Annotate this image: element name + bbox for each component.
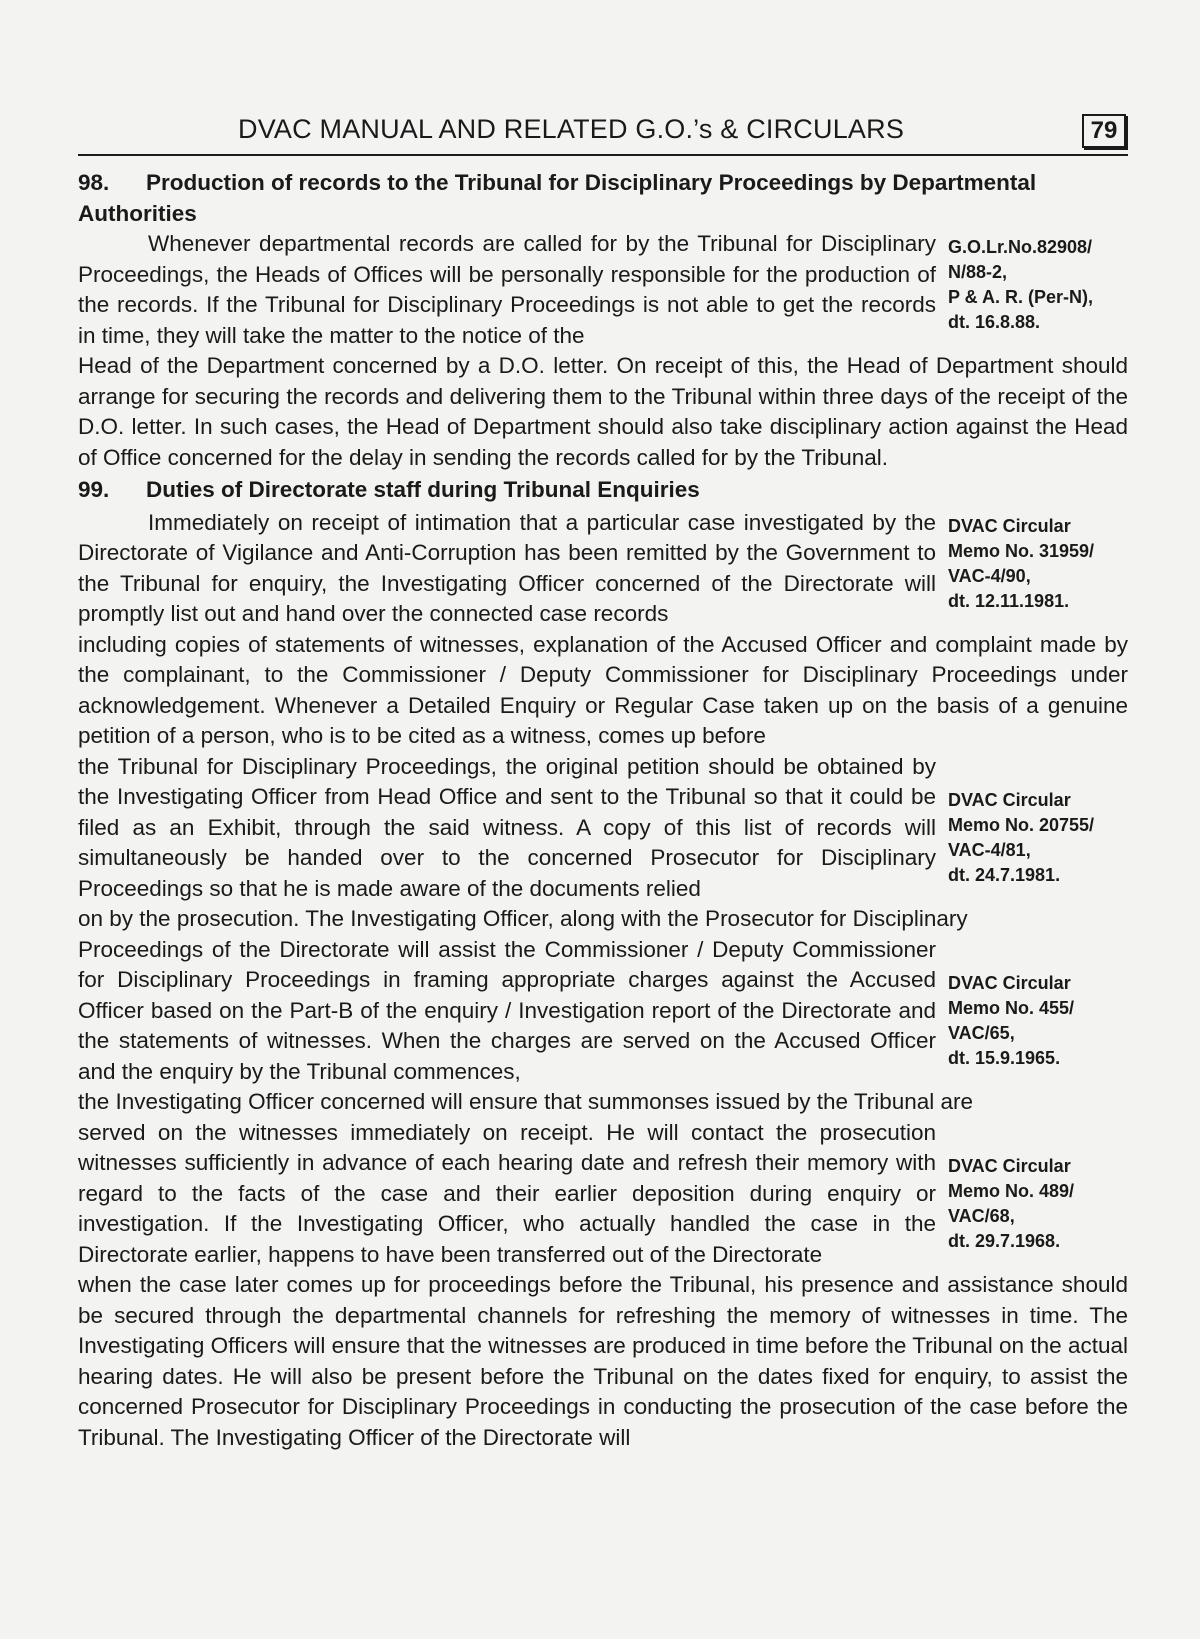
section-99-block-4 xyxy=(78,1118,1128,1271)
margin-note-line: Memo No. 455/ xyxy=(948,997,1075,1018)
section-99-paragraph-part-7: served on the witnesses immediately on receipt. He will contact the prosecution witnesses sufficiently in advance of each hearing date and refresh their memory with regard to the facts of the case and their earlier deposition during enquiry or investigation. If the Investigating Officer, who actually handled the case in the Directorate earlier, happens to have been transferred out of the Directorate xyxy=(78,1119,936,1267)
section-99-margin-note-2 xyxy=(948,752,1128,888)
section-98-paragraph-part-2: Head of the Department concerned by a D.O. letter. On receipt of this, the Head of Department should arrange for securing the records and delivering them to the Tribunal within three days of the receipt of the D.O. letter. In such cases, the Head of Department should also take disciplinary action against the Head of Office concerned for the delay in sending the records called for by the Tribunal. xyxy=(78,353,1128,470)
section-99-margin-note-1 xyxy=(948,508,1128,614)
margin-note-line: Memo No. 489/ xyxy=(948,1180,1075,1201)
section-98-margin-note xyxy=(948,229,1128,335)
section-99-paragraph-part-2: including copies of statements of witnesses, explanation of the Accused Officer and complaint made by the complainant, to the Commissioner / Deputy Commissioner for Disciplinary Proceedings under acknowledgement. Whenever a Detailed Enquiry or Regular Case taken up on the basis of a genuine petition of a person, who is to be cited as a witness, comes up before xyxy=(78,631,1128,748)
section-99-margin-note-4 xyxy=(948,1118,1128,1254)
section-99-paragraph-part-3: the Tribunal for Disciplinary Proceedings, the original petition should be obtained by the Investigating Officer from Head Office and sent to the Tribunal so that it could be filed as an Exhibit, through the said witness. A copy of this list of records will simultaneously be handed over to the concerned Prosecutor for Disciplinary Proceedings so that he is made aware of the documents relied xyxy=(78,753,936,901)
header-title: DVAC MANUAL AND RELATED G.O.’s & CIRCULARS xyxy=(238,114,905,144)
section-99-paragraph-part-1: Immediately on receipt of intimation that a particular case investigated by the Directorate of Vigilance and Anti-Corruption has been remitted by the Government to the Tribunal for enquiry, the Investigating Officer concerned of the Directorate will promptly list out and hand over the connected case records xyxy=(78,509,936,626)
section-99-block-3 xyxy=(78,935,1128,1088)
section-99-block-2 xyxy=(78,752,1128,905)
section-99-paragraph-part-6: the Investigating Officer concerned will ensure that summonses issued by the Tribunal are xyxy=(78,1089,974,1114)
section-99-paragraph-part-4: on by the prosecution. The Investigating Officer, along with the Prosecutor for Disciplinary xyxy=(78,906,968,931)
margin-note-line: VAC-4/90, xyxy=(948,565,1031,586)
margin-note-line: DVAC Circular xyxy=(948,972,1071,993)
margin-note-line: dt. 12.11.1981. xyxy=(948,590,1070,611)
margin-note-line: Memo No. 31959/ xyxy=(948,540,1095,561)
margin-note-line: N/88-2, xyxy=(948,262,1008,282)
section-99-title: Duties of Directorate staff during Tribunal Enquiries xyxy=(146,477,700,502)
section-98-paragraph-part-1: Whenever departmental records are called for by the Tribunal for Disciplinary Proceedings, the Heads of Offices will be personally responsible for the production of the records. If the Tribunal for Disciplinary Proceedings is not able to get the records in time, they will take the matter to the notice of the xyxy=(78,231,936,348)
section-99-paragraph-part-5: Proceedings of the Directorate will assist the Commissioner / Deputy Commissioner for Disciplinary Proceedings in framing appropriate charges against the Accused Officer based on the Part-B of the enquiry / Investigation report of the Directorate and the statements of witnesses. When the charges are served on the Accused Officer and the enquiry by the Tribunal commences, xyxy=(78,936,936,1084)
section-99-number: 99. xyxy=(78,477,110,502)
section-99-heading xyxy=(78,475,1128,506)
section-99-block-1 xyxy=(78,508,1128,630)
margin-note-line: dt. 29.7.1968. xyxy=(948,1230,1061,1251)
page-header xyxy=(78,112,1128,156)
section-98-heading xyxy=(78,168,1128,229)
margin-note-line: dt. 15.9.1965. xyxy=(948,1047,1061,1068)
section-98-block-1 xyxy=(78,229,1128,351)
margin-note-line: DVAC Circular xyxy=(948,1155,1071,1176)
page-number: 79 xyxy=(1082,114,1126,148)
margin-note-line: dt. 24.7.1981. xyxy=(948,864,1061,885)
margin-note-line: P & A. R. (Per-N), xyxy=(948,287,1094,307)
section-99-margin-note-3 xyxy=(948,935,1128,1071)
margin-note-line: DVAC Circular xyxy=(948,789,1071,810)
section-99-paragraph-part-8: when the case later comes up for proceedings before the Tribunal, his presence and assistance should be secured through the departmental channels for refreshing the memory of witnesses in time. The Investigating Officers will ensure that the witnesses are produced in time before the Tribunal on the actual hearing dates. He will also be present before the Tribunal on the dates fixed for enquiry, to assist the concerned Prosecutor for Disciplinary Proceedings in conducting the prosecution of the case before the Tribunal. The Investigating Officer of the Directorate will xyxy=(78,1272,1128,1450)
margin-note-line: VAC/68, xyxy=(948,1205,1015,1226)
margin-note-line: G.O.Lr.No.82908/ xyxy=(948,237,1093,257)
section-98-number: 98. xyxy=(78,170,110,195)
document-page xyxy=(78,112,1128,1453)
margin-note-line: Memo No. 20755/ xyxy=(948,814,1095,835)
margin-note-line: VAC/65, xyxy=(948,1022,1015,1043)
section-98-title: Production of records to the Tribunal for Disciplinary Proceedings by Departmental Authorities xyxy=(78,170,1037,226)
margin-note-line: dt. 16.8.88. xyxy=(948,312,1041,332)
margin-note-line: DVAC Circular xyxy=(948,515,1071,536)
margin-note-line: VAC-4/81, xyxy=(948,839,1031,860)
